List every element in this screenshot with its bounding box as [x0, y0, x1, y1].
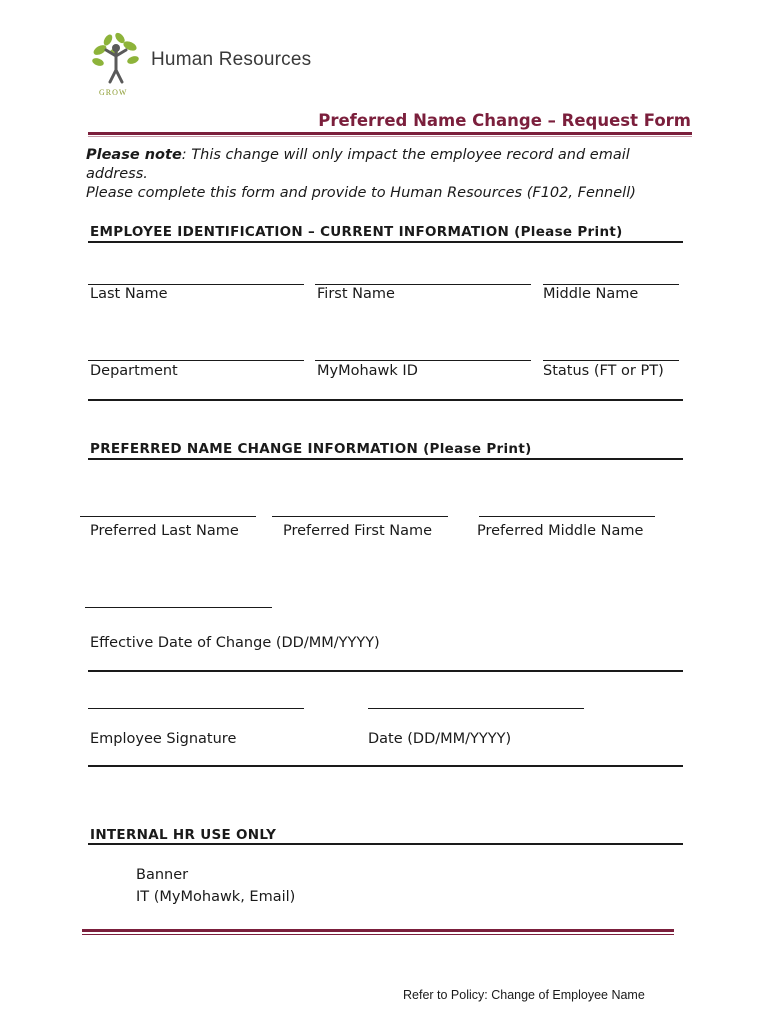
effective-date-field[interactable]	[85, 607, 272, 608]
section-rule	[88, 765, 683, 767]
first-name-field[interactable]	[315, 284, 531, 285]
effective-date-label: Effective Date of Change (DD/MM/YYYY)	[90, 635, 380, 651]
section-rule	[88, 399, 683, 401]
section-heading-current: EMPLOYEE IDENTIFICATION – CURRENT INFORMATION (Please Print)	[90, 224, 623, 240]
department-field[interactable]	[88, 360, 304, 361]
logo-tagline: GROW	[99, 88, 128, 97]
last-name-field[interactable]	[88, 284, 304, 285]
last-name-label: Last Name	[90, 286, 168, 302]
preferred-middle-name-label: Preferred Middle Name	[477, 523, 644, 539]
status-field[interactable]	[543, 360, 679, 361]
tree-person-icon	[86, 30, 146, 90]
employee-signature-field[interactable]	[88, 708, 304, 709]
logo-text: Human Resources	[151, 49, 312, 70]
section-rule	[88, 670, 683, 672]
section-rule	[88, 241, 683, 243]
section-heading-preferred: PREFERRED NAME CHANGE INFORMATION (Please Print)	[90, 441, 532, 457]
signature-date-field[interactable]	[368, 708, 584, 709]
section-rule	[88, 843, 683, 845]
status-label: Status (FT or PT)	[543, 363, 664, 379]
mymohawk-id-label: MyMohawk ID	[317, 363, 418, 379]
employee-signature-label: Employee Signature	[90, 731, 237, 747]
form-note	[86, 146, 686, 203]
list-item: Banner	[136, 867, 189, 883]
policy-reference: Refer to Policy: Change of Employee Name	[403, 988, 645, 1002]
note-text: : This change will only impact the employee record and email address.	[86, 147, 630, 182]
preferred-last-name-label: Preferred Last Name	[90, 523, 239, 539]
middle-name-field[interactable]	[543, 284, 679, 285]
page-title: Preferred Name Change – Request Form	[318, 111, 691, 130]
list-item: IT (MyMohawk, Email)	[136, 889, 296, 905]
signature-date-label: Date (DD/MM/YYYY)	[368, 731, 512, 747]
section-heading-internal: INTERNAL HR USE ONLY	[90, 827, 277, 843]
preferred-middle-name-field[interactable]	[479, 516, 655, 517]
preferred-last-name-field[interactable]	[80, 516, 256, 517]
note-bold: Please note	[86, 147, 182, 163]
preferred-first-name-label: Preferred First Name	[283, 523, 433, 539]
note-instruction: Please complete this form and provide to Human Resources (F102, Fennell)	[86, 185, 636, 201]
mymohawk-id-field[interactable]	[315, 360, 531, 361]
preferred-first-name-field[interactable]	[272, 516, 448, 517]
department-label: Department	[90, 363, 178, 379]
footer-divider	[82, 929, 674, 936]
title-divider	[88, 132, 692, 137]
middle-name-label: Middle Name	[543, 286, 639, 302]
first-name-label: First Name	[317, 286, 395, 302]
section-rule	[88, 458, 683, 460]
